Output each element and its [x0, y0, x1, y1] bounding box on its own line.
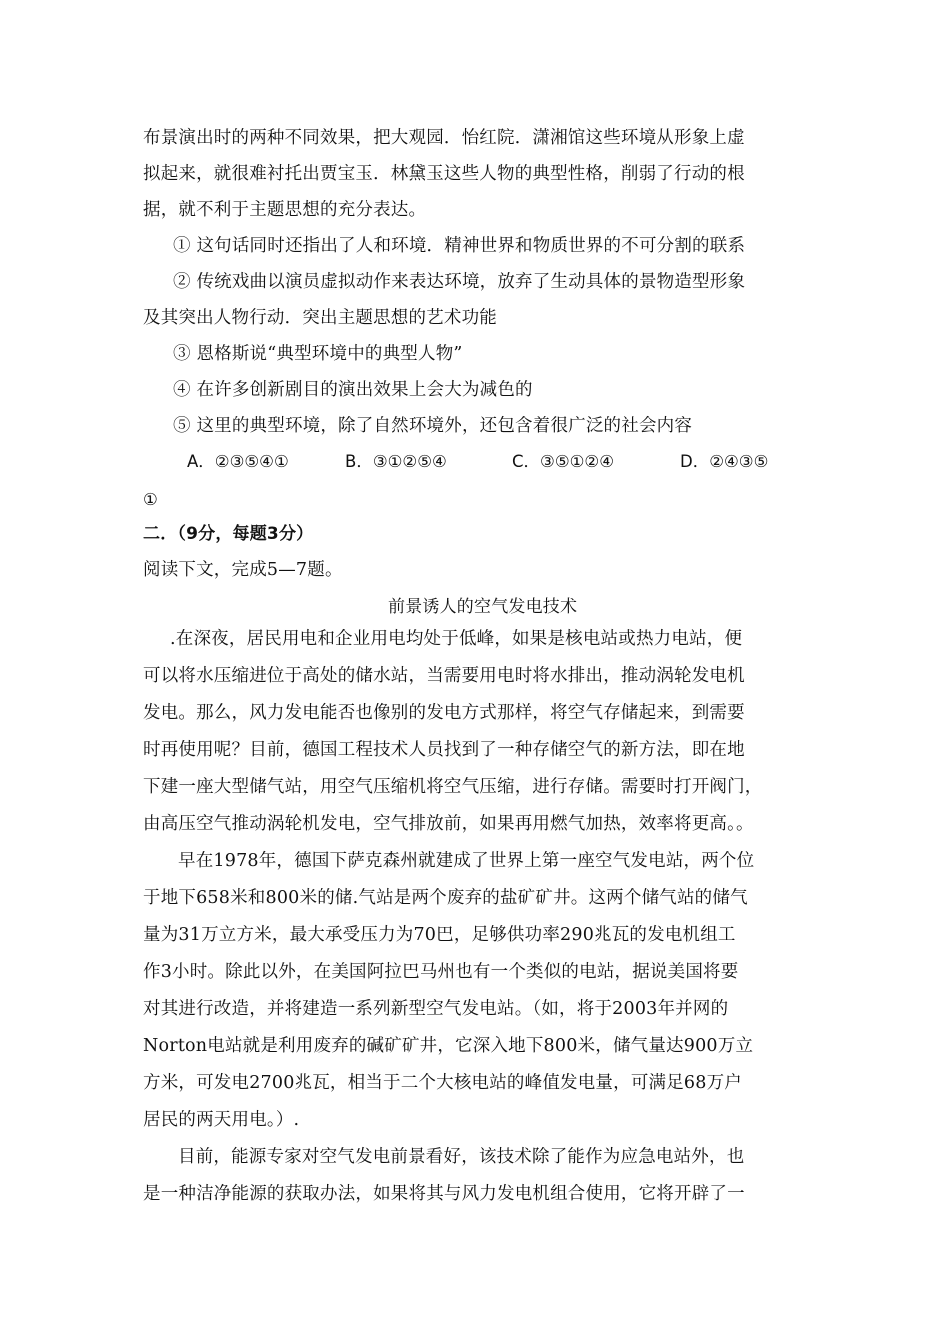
question-paragraph-line-1: 布景演出时的两种不同效果，把大观园．怡红院．潇湘馆这些环境从形象上虚: [143, 128, 745, 148]
sentence-2-continued: 及其突出人物行动．突出主题思想的艺术功能: [143, 308, 497, 328]
article-line-7: 早在1978年，德国下萨克森州就建成了世界上第一座空气发电站，两个位: [178, 851, 755, 871]
article-line-15: 目前，能源专家对空气发电前景看好，该技术除了能作为应急电站外，也: [178, 1147, 745, 1167]
article-line-16: 是一种洁净能源的获取办法，如果将其与风力发电机组合使用，它将开辟了一: [143, 1184, 745, 1204]
question-paragraph-line-2: 拟起来，就很难衬托出贾宝玉．林黛玉这些人物的典型性格，削弱了行动的根: [143, 164, 745, 184]
article-line-8: 于地下658米和800米的储.气站是两个废弃的盐矿矿井。这两个储气站的储气: [143, 888, 748, 908]
option-c: C．③⑤①②④: [512, 452, 614, 471]
article-line-11: 对其进行改造，并将建造一系列新型空气发电站。（如，将于2003年并网的: [143, 999, 729, 1019]
article-line-10: 作3小时。除此以外，在美国阿拉巴马州也有一个类似的电站，据说美国将要: [143, 962, 739, 982]
sentence-5: ⑤ 这里的典型环境，除了自然环境外，还包含着很广泛的社会内容: [173, 416, 693, 436]
sentence-1: ① 这句话同时还指出了人和环境．精神世界和物质世界的不可分割的联系: [173, 236, 746, 256]
article-line-3: 发电。那么，风力发电能否也像别的发电方式那样，将空气存储起来，到需要: [143, 703, 745, 723]
article-line-2: 可以将水压缩进位于高处的储水站，当需要用电时将水排出，推动涡轮发电机: [143, 666, 745, 686]
option-d-wrap: ①: [143, 490, 158, 509]
option-d: D．②④③⑤: [680, 452, 769, 471]
sentence-3: ③ 恩格斯说“典型环境中的典型人物”: [173, 344, 463, 364]
article-line-14: 居民的两天用电。）.: [143, 1110, 300, 1130]
article-line-6: 由高压空气推动涡轮机发电，空气排放前，如果再用燃气加热，效率将更高。。: [143, 814, 754, 834]
article-line-1: .在深夜，居民用电和企业用电均处于低峰，如果是核电站或热力电站，便: [170, 629, 743, 649]
sentence-2: ② 传统戏曲以演员虚拟动作来表达环境，放弃了生动具体的景物造型形象: [173, 272, 746, 292]
article-line-12: Norton电站就是利用废弃的碱矿矿井，它深入地下800米，储气量达900万立: [143, 1036, 754, 1056]
sentence-4: ④ 在许多创新剧目的演出效果上会大为减色的: [173, 380, 533, 400]
section-instruction: 阅读下文，完成5—7题。: [143, 560, 343, 580]
option-a: A．②③⑤④①: [187, 452, 289, 471]
article-line-4: 时再使用呢？目前，德国工程技术人员找到了一种存储空气的新方法，即在地: [143, 740, 745, 760]
option-b: B．③①②⑤④: [345, 452, 447, 471]
section-heading: 二．（9分，每题3分）: [143, 524, 314, 544]
question-paragraph-line-3: 据，就不利于主题思想的充分表达。: [143, 200, 427, 220]
article-line-9: 量为31万立方米，最大承受压力为70巴，足够供功率290兆瓦的发电机组工: [143, 925, 736, 945]
article-title: 前景诱人的空气发电技术: [388, 597, 578, 617]
article-line-5: 下建一座大型储气站，用空气压缩机将空气压缩，进行存储。需要时打开阀门，: [143, 777, 763, 797]
article-line-13: 方米，可发电2700兆瓦，相当于二个大核电站的峰值发电量，可满足68万户: [143, 1073, 743, 1093]
